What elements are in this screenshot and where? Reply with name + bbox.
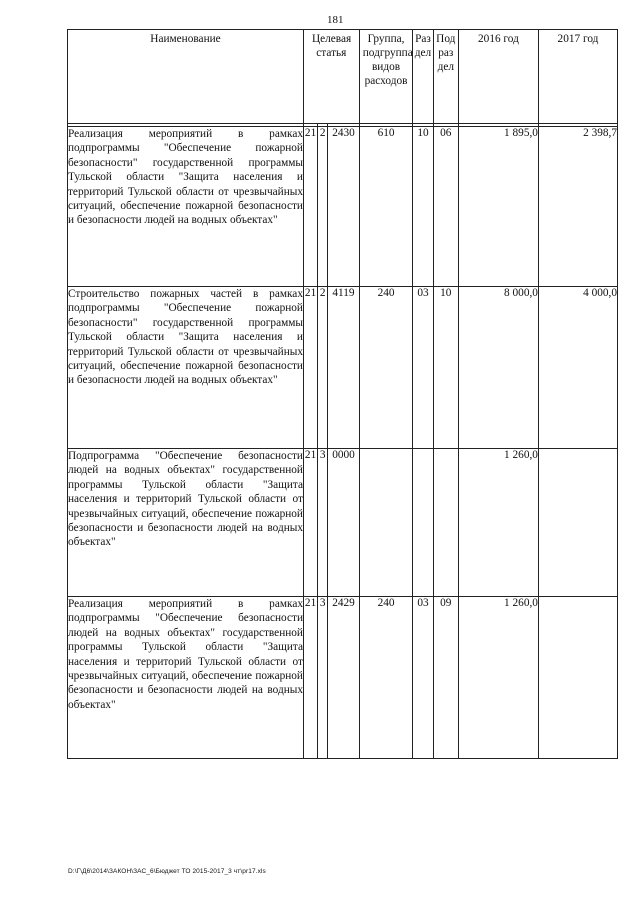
- header-subsection: Подраздел: [433, 30, 458, 124]
- row-code-program: 21: [303, 287, 317, 449]
- row-code-direction: 2429: [328, 597, 359, 759]
- row-section: 10: [413, 127, 433, 287]
- row-subsection: 06: [433, 127, 458, 287]
- row-code-direction: 2430: [328, 127, 359, 287]
- row-code-subprogram: 3: [318, 449, 328, 597]
- table-row: [68, 597, 618, 759]
- row-code-subprogram: 2: [318, 127, 328, 287]
- row-group: 610: [359, 127, 413, 287]
- row-name: Строительство пожарных частей в рамках подпрограммы "Обеспечение пожарной безопасности" государственной программы Тульской области "Защита населения и территорий Тульской области от чрезвычайных ситуаций, обеспечение пожарной безопасности и безопасности людей на водных объектах": [68, 287, 304, 449]
- row-2017: [538, 449, 617, 597]
- header-2017: 2017 год: [538, 30, 617, 124]
- row-2017: 4 000,0: [538, 287, 617, 449]
- row-section: 03: [413, 287, 433, 449]
- file-path-footer: D:\Г\Д6\2014\ЗАКОН\ЗАС_6\Бюджет ТО 2015-2017_3 чт\рr17.xls: [68, 868, 266, 875]
- budget-table: [67, 29, 618, 759]
- row-2016: 8 000,0: [458, 287, 538, 449]
- header-name: Наименование: [68, 30, 304, 124]
- row-group: 240: [359, 287, 413, 449]
- row-2016: 1 260,0: [458, 449, 538, 597]
- row-code-subprogram: 2: [318, 287, 328, 449]
- row-subsection: 10: [433, 287, 458, 449]
- row-code-program: 21: [303, 449, 317, 597]
- page-number: 181: [327, 14, 344, 26]
- row-code-program: 21: [303, 127, 317, 287]
- header-row: [68, 30, 618, 124]
- row-2016: 1 895,0: [458, 127, 538, 287]
- header-group: Группа, подгруппа видов расходов: [359, 30, 413, 124]
- row-2017: [538, 597, 617, 759]
- row-group: [359, 449, 413, 597]
- row-name: Реализация мероприятий в рамках подпрограммы "Обеспечение пожарной безопасности" государственной программы Тульской области "Защита населения и территорий Тульской области от чрезвычайных ситуаций, обеспечение пожарной безопасности и безопасности людей на водных объектах": [68, 127, 304, 287]
- table-row: [68, 127, 618, 287]
- row-2017: 2 398,7: [538, 127, 617, 287]
- header-target-article: Целевая статья: [303, 30, 359, 124]
- header-section: Раздел: [413, 30, 433, 124]
- row-2016: 1 260,0: [458, 597, 538, 759]
- row-name: Реализация мероприятий в рамках подпрограммы "Обеспечение безопасности людей на водных объектах" государственной программы Тульской области "Защита населения и территорий Тульской области от чрезвычайных ситуаций, обеспечение пожарной безопасности и безопасности людей на водных объектах": [68, 597, 304, 759]
- row-subsection: [433, 449, 458, 597]
- row-section: 03: [413, 597, 433, 759]
- header-2016: 2016 год: [458, 30, 538, 124]
- row-code-subprogram: 3: [318, 597, 328, 759]
- row-code-program: 21: [303, 597, 317, 759]
- row-name: Подпрограмма "Обеспечение безопасности людей на водных объектах" государственной программы Тульской области "Защита населения и территорий Тульской области от чрезвычайных ситуаций, обеспечение пожарной безопасности и безопасности людей на водных объектах": [68, 449, 304, 597]
- row-section: [413, 449, 433, 597]
- row-subsection: 09: [433, 597, 458, 759]
- row-group: 240: [359, 597, 413, 759]
- table-row: [68, 449, 618, 597]
- row-code-direction: 4119: [328, 287, 359, 449]
- row-code-direction: 0000: [328, 449, 359, 597]
- table-row: [68, 287, 618, 449]
